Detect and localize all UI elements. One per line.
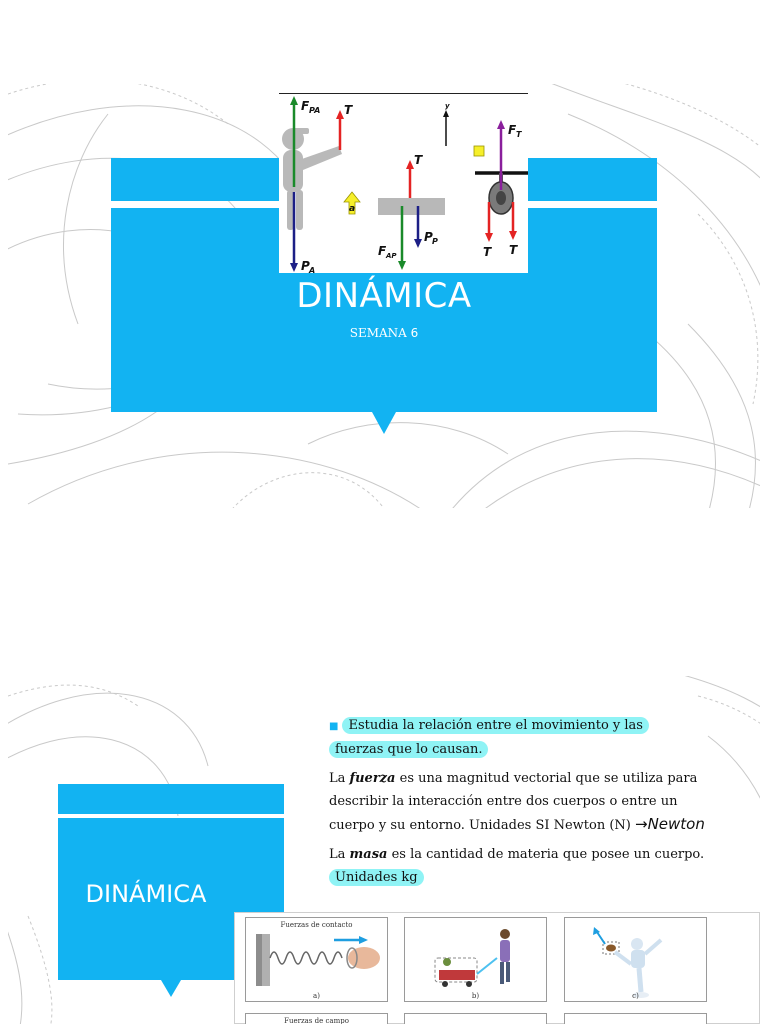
label-p-a-sub: A: [309, 266, 316, 274]
fuerza-definition: es una magnitud vectorial que se utiliza para describir la interacción entre dos cuerpos o entre un cuerpo y su entorno. Unidades SI Newton (N): [329, 771, 698, 833]
bullet-line-2: fuerzas que lo causan.: [329, 741, 488, 758]
label-p-a: P: [301, 259, 310, 273]
fuerza-term: fuerza: [349, 771, 396, 786]
label-f-ap: F: [378, 244, 387, 258]
label-p-p: P: [424, 230, 433, 244]
label-f-t: F: [508, 123, 517, 137]
label-f-pa: F: [301, 99, 310, 113]
forces-diagram: [279, 93, 528, 273]
label-p-p-sub: P: [432, 237, 438, 246]
label-y-axis: y: [445, 102, 450, 110]
field-force-image-3: [564, 1013, 707, 1024]
content-text: [329, 714, 709, 889]
square-bullet-icon: ■: [329, 721, 339, 732]
forces-diagram-graphic: [279, 94, 528, 274]
masa-paragraph: [329, 843, 709, 889]
subtitle-prefix: SEMANA: [349, 326, 411, 340]
label-f-ap-sub: AP: [386, 252, 397, 260]
field-force-image-1: [245, 1013, 388, 1024]
kicker-illustration: [565, 918, 707, 1002]
field-force-image-2: [404, 1013, 547, 1024]
masa-term: masa: [349, 847, 388, 862]
handwritten-newton: →Newton: [635, 815, 705, 833]
contact-force-wagon-image: [404, 917, 547, 1002]
bullet-line-1: Estudia la relación entre el movimiento y las: [342, 717, 649, 734]
wagon-pull-illustration: [405, 918, 547, 1002]
fuerza-paragraph: [329, 767, 709, 837]
label-t-person: T: [344, 103, 353, 117]
caption-c: c): [632, 992, 639, 1000]
label-a: a: [349, 204, 356, 214]
label-t-right: T: [509, 243, 518, 257]
caption-a: a): [313, 992, 320, 1000]
bullet-item: [329, 714, 709, 761]
slide-subtitle: [111, 326, 657, 340]
spring-hand-illustration: [246, 918, 388, 1002]
subtitle-week-number: 6: [410, 326, 419, 340]
slide-title: DINÁMICA: [85, 880, 207, 908]
person-silhouette: [282, 128, 342, 230]
contact-forces-header: Fuerzas de contacto: [280, 921, 353, 929]
masa-units-highlight: Unidades kg: [329, 869, 424, 886]
caption-b: b): [471, 992, 480, 1000]
masa-prefix: La: [329, 847, 350, 862]
slide-2: [8, 676, 760, 1024]
contact-force-spring-image: [245, 917, 388, 1002]
contact-force-kick-image: [564, 917, 707, 1002]
panel-pointer: [161, 980, 181, 997]
field-forces-header: Fuerzas de campo: [284, 1017, 349, 1024]
label-f-pa-sub: PA: [309, 106, 321, 115]
slide-title: DINÁMICA: [296, 276, 472, 316]
masa-definition: es la cantidad de materia que posee un cuerpo.: [387, 847, 705, 862]
label-t-block: T: [414, 153, 423, 167]
slide-1: [8, 84, 760, 508]
label-t-left: T: [483, 245, 492, 259]
left-accent-band: [58, 784, 284, 814]
label-f-t-sub: T: [516, 130, 522, 139]
fuerza-prefix: La: [329, 771, 350, 786]
panel-pointer: [372, 412, 396, 434]
